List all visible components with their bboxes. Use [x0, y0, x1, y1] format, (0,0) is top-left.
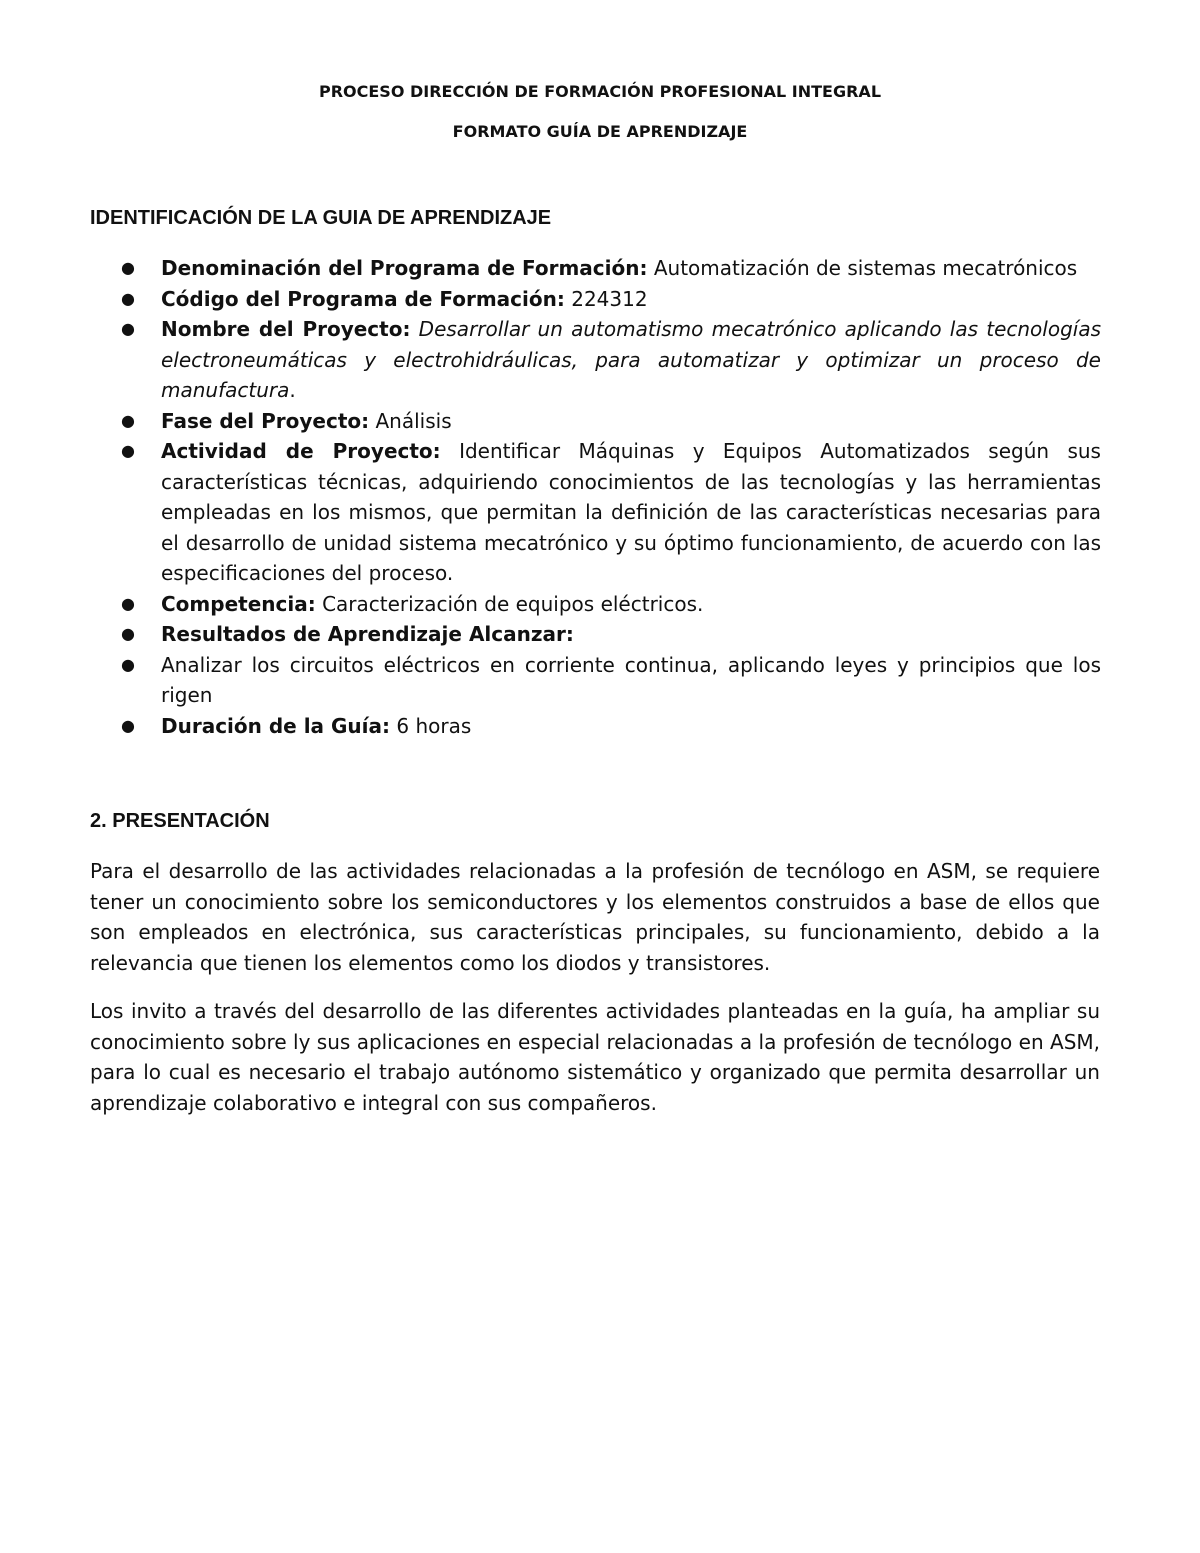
header-process-title: PROCESO DIRECCIÓN DE FORMACIÓN PROFESIONAL INTEGRAL	[318, 82, 882, 101]
item-value: Caracterización de equipos eléctricos.	[315, 591, 704, 616]
list-item-fase	[118, 406, 1101, 437]
item-label: Código del Programa de Formación:	[161, 286, 565, 311]
bullet-icon: ●	[121, 319, 135, 338]
list-item-actividad	[118, 436, 1101, 589]
item-value: Análisis	[369, 408, 452, 433]
item-label: Fase del Proyecto:	[161, 408, 370, 433]
bullet-icon: ●	[121, 288, 135, 308]
bullet-icon: ●	[121, 258, 135, 277]
item-label: Resultados de Aprendizaje Alcanzar:	[161, 622, 574, 646]
presentation-paragraph-2: Los invito a través del desarrollo de las diferentes actividades planteadas en la guía, ha ampliar su conocimiento sobre ly sus aplicaciones en especial relacionadas a la profesión de tecnólogo en ASM, para lo cual es necesario el trabajo autónomo sistemático y organizado que permita desarrollar un aprendizaje colaborativo e integral con sus compañeros.	[90, 999, 1100, 1115]
identification-list	[118, 253, 1101, 741]
item-label: Duración de la Guía:	[161, 713, 391, 738]
item-label: Competencia:	[161, 591, 316, 616]
bullet-icon: ●	[121, 715, 135, 735]
item-label: Nombre del Proyecto:	[161, 317, 411, 341]
item-value: Desarrollar un automatismo mecatrónico aplicando las tecnologías electroneumáticas y electrohidráulicas, para automatizar y optimizar un proceso de manufactura	[161, 317, 1102, 402]
list-item-nombre-proyecto	[118, 314, 1101, 406]
header-format-title: FORMATO GUÍA DE APRENDIZAJE	[452, 122, 748, 141]
list-item-codigo	[118, 284, 1101, 315]
bullet-icon: ●	[121, 654, 135, 674]
item-value: Analizar los circuitos eléctricos en corriente continua, aplicando leyes y principios que los rigen	[161, 652, 1101, 707]
item-label: Actividad de Proyecto:	[161, 439, 441, 463]
presentation-paragraph-1: Para el desarrollo de las actividades relacionadas a la profesión de tecnólogo en ASM, se requiere tener un conocimiento sobre los semiconductores y los elementos construidos a base de ellos que son empleados en electrónica, sus características principales, su funcionamiento, debido a la relevancia que tienen los elementos como los diodos y transistores.	[90, 859, 1100, 975]
bullet-icon: ●	[121, 441, 135, 460]
list-item-competencia	[118, 589, 1101, 620]
section-title-identificacion: IDENTIFICACIÓN DE LA GUIA DE APRENDIZAJE	[90, 207, 552, 229]
bullet-icon: ●	[121, 593, 135, 613]
bullet-icon: ●	[121, 624, 135, 643]
item-value: Identificar Máquinas y Equipos Automatizados según sus características técnicas, adquiriendo conocimientos de las tecnologías y las herramientas empleadas en los mismos, que permitan la definición de las características necesarias para el desarrollo de unidad sistema mecatrónico y su óptimo funcionamiento, de acuerdo con las especificaciones del proceso.	[161, 439, 1101, 585]
item-value: Automatización de sistemas mecatrónicos	[647, 256, 1078, 280]
list-item-resultado-analizar	[118, 650, 1101, 711]
item-value-suffix: .	[289, 378, 296, 402]
item-value: 224312	[564, 286, 648, 311]
section-title-presentacion: 2. PRESENTACIÓN	[90, 810, 270, 832]
list-item-denominacion	[118, 253, 1101, 284]
item-label: Denominación del Programa de Formación:	[161, 256, 648, 280]
bullet-icon: ●	[121, 410, 135, 430]
item-value: 6 horas	[390, 713, 472, 738]
list-item-resultados	[118, 619, 1101, 650]
list-item-duracion	[118, 711, 1101, 742]
